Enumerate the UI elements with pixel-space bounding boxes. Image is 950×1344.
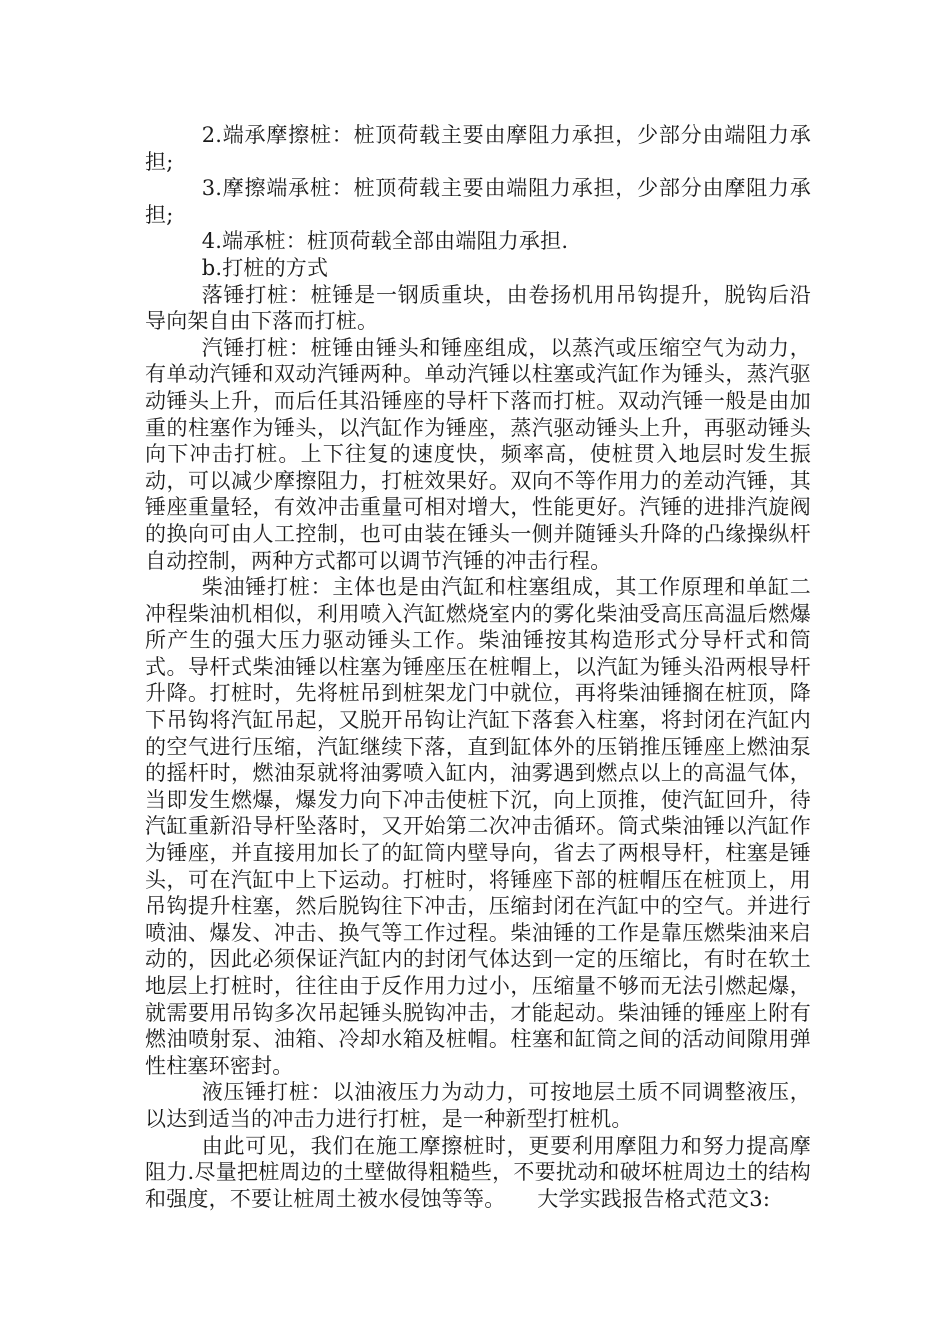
paragraph-steam-hammer: 汽锤打桩：桩锤由锤头和锤座组成，以蒸汽或压缩空气为动力，有单动汽锤和双动汽锤两种。单动汽锤以柱塞或汽缸作为锤头，蒸汽驱动锤头上升，而后任其沿锤座的导杆下落而打桩。双动汽锤一般是由加重的柱塞作为锤头，以汽缸作为锤座，蒸汽驱动锤头上升，再驱动锤头向下冲击打桩。上下往复的速度快，频率高，使桩贯入地层时发生振动，可以减少摩擦阻力，打桩效果好。双向不等作用力的差动汽锤，其锤座重量轻，有效冲击重量可相对增大，性能更好。汽锤的进排汽旋阀的换向可由人工控制，也可由装在锤头一侧并随锤头升降的凸缘操纵杆自动控制，两种方式都可以调节汽锤的冲击行程。: [145, 335, 811, 573]
paragraph-item-3: 3.摩擦端承桩：桩顶荷载主要由端阻力承担，少部分由摩阻力承担;: [145, 176, 811, 227]
paragraph-item-4: 4.端承桩：桩顶荷载全部由端阻力承担.: [201, 229, 569, 254]
paragraph-conclusion: 由此可见，我们在施工摩擦桩时，更要利用摩阻力和努力提高摩阻力.尽量把桩周边的土壁做得粗糙些，不要扰动和破坏桩周边土的结构和强度，不要让桩周土被水侵蚀等等。 大学实践报告格式范文3:: [145, 1133, 811, 1211]
section-heading-pile-driving-methods: b.打桩的方式: [201, 255, 329, 280]
paragraph-item-2: 2.端承摩擦桩：桩顶荷载主要由摩阻力承担，少部分由端阻力承担;: [145, 123, 811, 174]
document-body: [145, 122, 811, 1212]
paragraph-hydraulic-hammer: 液压锤打桩：以油液压力为动力，可按地层土质不同调整液压，以达到适当的冲击力进行打桩，是一种新型打桩机。: [145, 1080, 811, 1131]
paragraph-diesel-hammer: 柴油锤打桩：主体也是由汽缸和柱塞组成，其工作原理和单缸二冲程柴油机相似，利用喷入汽缸燃烧室内的雾化柴油受高压高温后燃爆所产生的强大压力驱动锤头工作。柴油锤按其构造形式分导杆式和筒式。导杆式柴油锤以柱塞为锤座压在桩帽上，以汽缸为锤头沿两根导杆升降。打桩时，先将桩吊到桩架龙门中就位，再将柴油锤搁在桩顶，降下吊钩将汽缸吊起，又脱开吊钩让汽缸下落套入柱塞，将封闭在汽缸内的空气进行压缩，汽缸继续下落，直到缸体外的压销推压锤座上燃油泵的摇杆时，燃油泵就将油雾喷入缸内，油雾遇到燃点以上的高温气体，当即发生燃爆，爆发力向下冲击使桩下沉，向上顶推，使汽缸回升，待汽缸重新沿导杆坠落时，又开始第二次冲击循环。筒式柴油锤以汽缸作为锤座，并直接用加长了的缸筒内壁导向，省去了两根导杆，柱塞是锤头，可在汽缸中上下运动。打桩时，将锤座下部的桩帽压在桩顶上，用吊钩提升柱塞，然后脱钩往下冲击，压缩封闭在汽缸中的空气。并进行喷油、爆发、冲击、换气等工作过程。柴油锤的工作是靠压燃柴油来启动的，因此必须保证汽缸内的封闭气体达到一定的压缩比，有时在软土地层上打桩时，往往由于反作用力过小，压缩量不够而无法引燃起爆，就需要用吊钩多次吊起锤头脱钩冲击，才能起动。柴油锤的锤座上附有燃油喷射泵、油箱、冷却水箱及桩帽。柱塞和缸筒之间的活动间隙用弹性柱塞环密封。: [145, 575, 811, 1078]
paragraph-drop-hammer: 落锤打桩：桩锤是一钢质重块，由卷扬机用吊钩提升，脱钩后沿导向架自由下落而打桩。: [145, 282, 811, 334]
